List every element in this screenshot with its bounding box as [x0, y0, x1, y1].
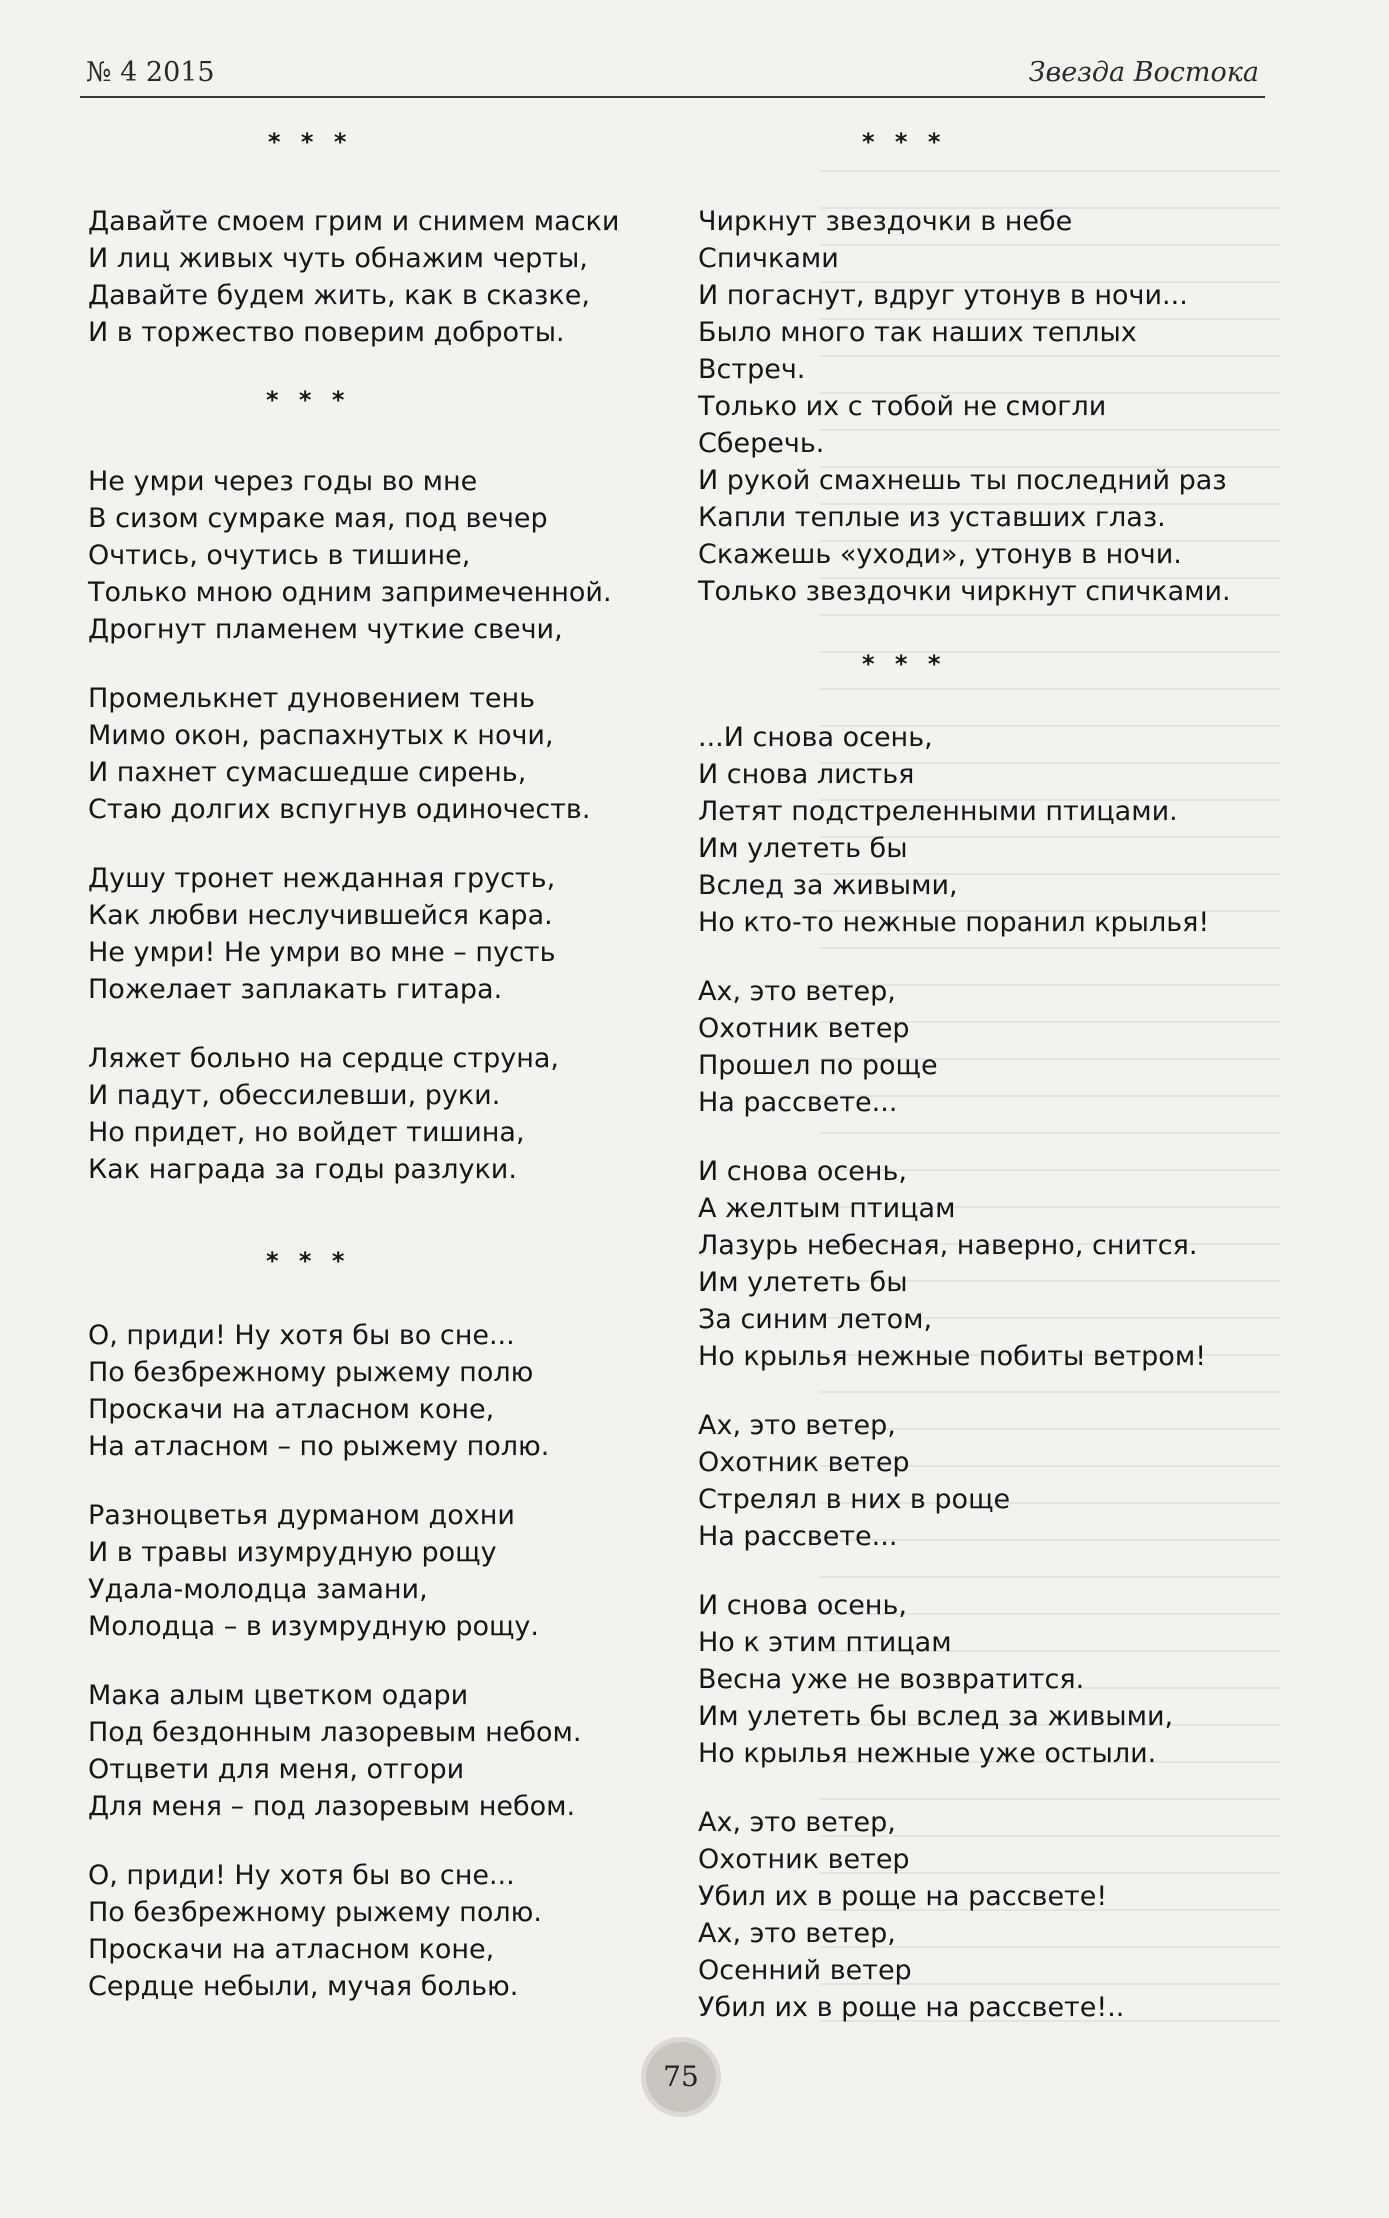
verse-line: Лазурь небесная, наверно, снится. [698, 1230, 1198, 1261]
verse-line: Не умри через годы во мне [88, 466, 478, 497]
verse-line: Осенний ветер [698, 1955, 912, 1986]
verse-line: Давайте будем жить, как в сказке, [88, 280, 590, 311]
verse-line: Только мною одним запримеченной. [88, 577, 612, 608]
verse-line: Удала-молодца замани, [88, 1574, 428, 1605]
verse-line: Но кто-то нежные поранил крылья! [698, 907, 1210, 938]
verse-line: А желтым птицам [698, 1193, 956, 1224]
verse-line: Как награда за годы разлуки. [88, 1154, 517, 1185]
verse-line: Давайте смоем грим и снимем маски [88, 206, 620, 237]
verse-line: Встреч. [698, 354, 806, 385]
verse-line: И в травы изумрудную рощу [88, 1537, 497, 1568]
verse-line: Ах, это ветер, [698, 1410, 896, 1441]
issue-number: № 4 2015 [86, 57, 215, 88]
verse-line: Но крылья нежные побиты ветром! [698, 1341, 1207, 1372]
verse-line: Душу тронет нежданная грусть, [88, 863, 556, 894]
verse-line: На атласном – по рыжему полю. [88, 1431, 550, 1462]
verse-line: Очтись, очутись в тишине, [88, 540, 471, 571]
section-separator: * * * [268, 128, 353, 156]
verse-line: Ляжет больно на сердце струна, [88, 1043, 559, 1074]
verse-line: Как любви неслучившейся кара. [88, 900, 553, 931]
verse-line: Им улететь бы [698, 1267, 908, 1298]
verse-line: Им улететь бы вслед за живыми, [698, 1701, 1174, 1732]
verse-line: Убил их в роще на рассвете!.. [698, 1992, 1125, 2023]
verse-line: За синим летом, [698, 1304, 933, 1335]
verse-line: Убил их в роще на рассвете! [698, 1881, 1108, 1912]
verse-line: Ах, это ветер, [698, 1918, 896, 1949]
verse-line: Охотник ветер [698, 1844, 910, 1875]
section-separator: * * * [266, 386, 351, 414]
verse-line: Пожелает заплакать гитара. [88, 974, 503, 1005]
verse-line: Мака алым цветком одари [88, 1680, 469, 1711]
verse-line: И погаснут, вдруг утонув в ночи... [698, 280, 1188, 311]
verse-line: Прошел по роще [698, 1050, 938, 1081]
verse-line: Весна уже не возвратится. [698, 1664, 1085, 1695]
verse-line: Охотник ветер [698, 1447, 910, 1478]
verse-line: Только звездочки чиркнут спичками. [698, 576, 1231, 607]
section-separator: * * * [266, 1247, 351, 1275]
verse-line: Дрогнут пламенем чуткие свечи, [88, 614, 563, 645]
section-separator: * * * [862, 128, 947, 156]
verse-line: На рассвете... [698, 1521, 898, 1552]
verse-line: Скажешь «уходи», утонув в ночи. [698, 539, 1182, 570]
verse-line: Под бездонным лазоревым небом. [88, 1717, 582, 1748]
page-number: 75 [646, 2042, 716, 2112]
verse-line: Ах, это ветер, [698, 976, 896, 1007]
verse-line: Разноцветья дурманом дохни [88, 1500, 515, 1531]
verse-line: Ах, это ветер, [698, 1807, 896, 1838]
verse-line: Молодца – в изумрудную рощу. [88, 1611, 539, 1642]
verse-line: И пахнет сумасшедше сирень, [88, 757, 527, 788]
verse-line: Проскачи на атласном коне, [88, 1934, 495, 1965]
journal-title: Звезда Востока [1028, 57, 1259, 88]
section-separator: * * * [862, 650, 947, 678]
verse-line: Капли теплые из уставших глаз. [698, 502, 1166, 533]
verse-line: И снова осень, [698, 1156, 907, 1187]
verse-line: По безбрежному рыжему полю. [88, 1897, 542, 1928]
verse-line: И снова осень, [698, 1590, 907, 1621]
verse-line: Мимо окон, распахнутых к ночи, [88, 720, 554, 751]
verse-line: Но придет, но войдет тишина, [88, 1117, 525, 1148]
verse-line: О, приди! Ну хотя бы во сне... [88, 1320, 515, 1351]
verse-line: Стрелял в них в роще [698, 1484, 1011, 1515]
verse-line: Было много так наших теплых [698, 317, 1137, 348]
verse-line: Охотник ветер [698, 1013, 910, 1044]
verse-line: Сберечь. [698, 428, 825, 459]
verse-line: На рассвете... [698, 1087, 898, 1118]
verse-line: Спичками [698, 243, 839, 274]
verse-line: Чиркнут звездочки в небе [698, 206, 1073, 237]
verse-line: И падут, обессилевши, руки. [88, 1080, 501, 1111]
verse-line: И рукой смахнешь ты последний раз [698, 465, 1227, 496]
verse-line: Для меня – под лазоревым небом. [88, 1791, 576, 1822]
verse-line: Промелькнет дуновением тень [88, 683, 536, 714]
verse-line: И снова листья [698, 759, 915, 790]
verse-line: Стаю долгих вспугнув одиночеств. [88, 794, 591, 825]
verse-line: Только их с тобой не смогли [698, 391, 1107, 422]
verse-line: Отцвети для меня, отгори [88, 1754, 465, 1785]
verse-line: В сизом сумраке мая, под вечер [88, 503, 548, 534]
verse-line: И в торжество поверим доброты. [88, 317, 565, 348]
verse-line: Не умри! Не умри во мне – пусть [88, 937, 556, 968]
verse-line: Но крылья нежные уже остыли. [698, 1738, 1157, 1769]
running-header [80, 52, 1265, 98]
verse-line: О, приди! Ну хотя бы во сне... [88, 1860, 515, 1891]
verse-line: Проскачи на атласном коне, [88, 1394, 495, 1425]
verse-line: Летят подстреленными птицами. [698, 796, 1178, 827]
verse-line: По безбрежному рыжему полю [88, 1357, 534, 1388]
verse-line: И лиц живых чуть обнажим черты, [88, 243, 588, 274]
verse-line: Вслед за живыми, [698, 870, 958, 901]
verse-line: Сердце небыли, мучая болью. [88, 1971, 519, 2002]
verse-line: ...И снова осень, [698, 722, 933, 753]
verse-line: Им улететь бы [698, 833, 908, 864]
verse-line: Но к этим птицам [698, 1627, 952, 1658]
